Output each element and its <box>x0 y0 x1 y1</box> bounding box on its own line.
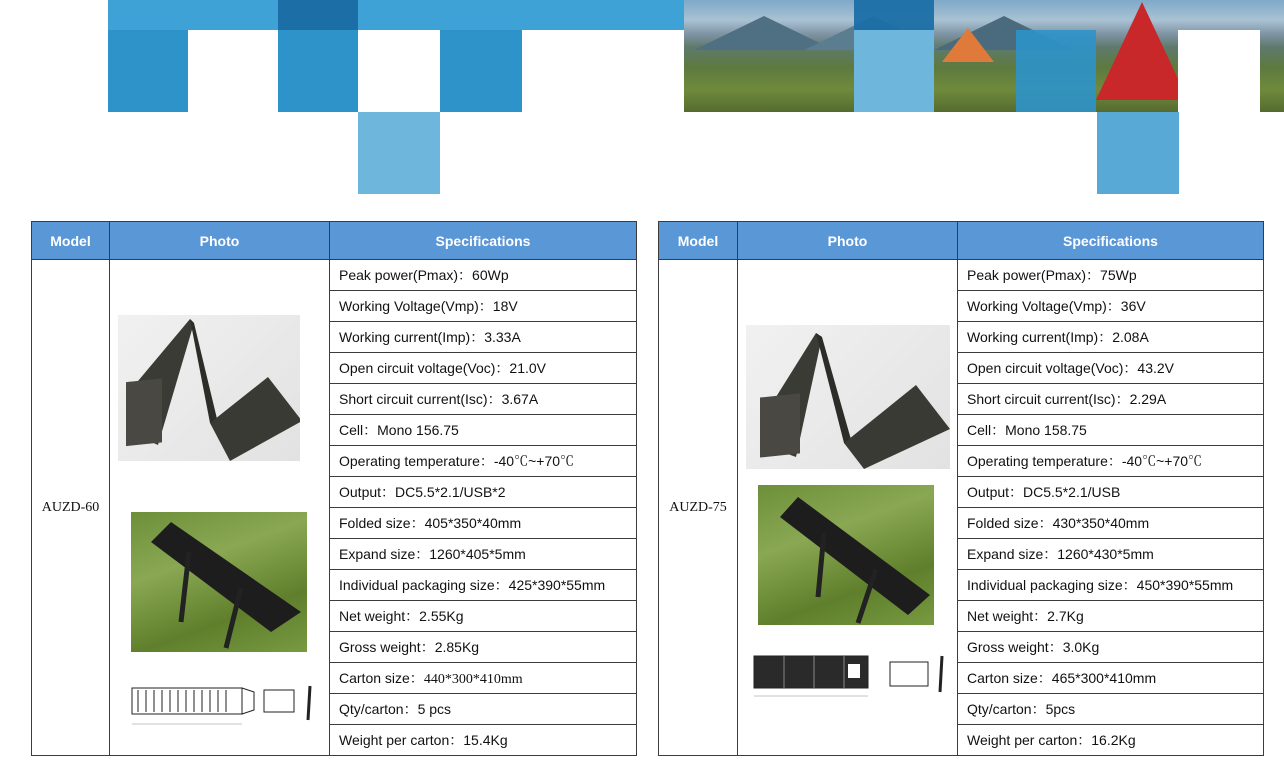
banner-tile <box>440 30 522 112</box>
banner-tile <box>602 0 684 30</box>
spec-peak-power: Peak power(Pmax)：75Wp <box>958 260 1264 291</box>
banner-tile <box>854 30 934 112</box>
spec-gross-weight: Gross weight：2.85Kg <box>330 632 637 663</box>
spec-qty-carton: Qty/carton：5 pcs <box>330 694 637 725</box>
banner-tile <box>358 112 440 194</box>
product-photos <box>738 260 958 756</box>
spec-operating-temperature: Operating temperature：-40℃~+70℃ <box>958 446 1264 477</box>
photo-header: Photo <box>738 222 958 260</box>
folded-panel-product-image <box>746 325 950 469</box>
photo-header: Photo <box>110 222 330 260</box>
model-header: Model <box>659 222 738 260</box>
spec-packaging-size: Individual packaging size：450*390*55mm <box>958 570 1264 601</box>
spec-working-current: Working current(Imp)：2.08A <box>958 322 1264 353</box>
spec-working-voltage: Working Voltage(Vmp)：18V <box>330 291 637 322</box>
banner-tile <box>440 0 522 30</box>
spec-operating-temperature: Operating temperature：-40℃~+70℃ <box>330 446 637 477</box>
table-header-row <box>659 222 1264 260</box>
orange-tent-icon <box>942 28 994 62</box>
spec-packaging-size: Individual packaging size：425*390*55mm <box>330 570 637 601</box>
carton-size-value: 440*300*410mm <box>423 672 523 687</box>
banner-tile <box>108 0 188 30</box>
spec-peak-power: Peak power(Pmax)：60Wp <box>330 260 637 291</box>
dimension-drawing <box>122 680 322 730</box>
spec-weight-per-carton: Weight per carton：16.2Kg <box>958 725 1264 756</box>
spec-open-circuit-voltage: Open circuit voltage(Voc)：21.0V <box>330 353 637 384</box>
table-row <box>659 260 1264 291</box>
banner-tile <box>522 0 602 30</box>
spec-expand-size: Expand size：1260*430*5mm <box>958 539 1264 570</box>
banner-tile <box>1016 30 1096 112</box>
spec-net-weight: Net weight：2.7Kg <box>958 601 1264 632</box>
dimension-drawing <box>750 652 950 702</box>
spec-open-circuit-voltage: Open circuit voltage(Voc)：43.2V <box>958 353 1264 384</box>
banner-tile <box>108 30 188 112</box>
spec-folded-size: Folded size：405*350*40mm <box>330 508 637 539</box>
spec-cell: Cell：Mono 156.75 <box>330 415 637 446</box>
red-tent-icon <box>1096 2 1188 100</box>
spec-short-circuit-current: Short circuit current(Isc)：2.29A <box>958 384 1264 415</box>
spec-carton-size: Carton size：465*300*410mm <box>958 663 1264 694</box>
spec-output: Output：DC5.5*2.1/USB*2 <box>330 477 637 508</box>
specifications-header: Specifications <box>958 222 1264 260</box>
outdoor-panel-photo <box>758 485 934 625</box>
banner-tile <box>1097 112 1179 194</box>
header-banner <box>0 0 1284 200</box>
spec-qty-carton: Qty/carton：5pcs <box>958 694 1264 725</box>
spec-working-current: Working current(Imp)：3.33A <box>330 322 637 353</box>
banner-tile <box>278 30 358 112</box>
spec-short-circuit-current: Short circuit current(Isc)：3.67A <box>330 384 637 415</box>
spec-table-auzd-75 <box>658 221 1264 756</box>
banner-tile <box>854 0 934 30</box>
folded-panel-product-image <box>118 315 300 461</box>
spec-weight-per-carton: Weight per carton：15.4Kg <box>330 725 637 756</box>
product-photos <box>110 260 330 756</box>
carton-size-label: Carton size： <box>339 670 424 686</box>
spec-net-weight: Net weight：2.55Kg <box>330 601 637 632</box>
spec-output: Output：DC5.5*2.1/USB <box>958 477 1264 508</box>
table-row <box>32 260 637 291</box>
model-name: AUZD-75 <box>659 260 738 756</box>
spec-expand-size: Expand size：1260*405*5mm <box>330 539 637 570</box>
model-name: AUZD-60 <box>32 260 110 756</box>
banner-tile <box>1178 30 1260 112</box>
banner-tile <box>188 0 278 30</box>
spec-gross-weight: Gross weight：3.0Kg <box>958 632 1264 663</box>
spec-table-auzd-60 <box>31 221 637 756</box>
banner-tile <box>278 0 358 30</box>
table-header-row <box>32 222 637 260</box>
specifications-header: Specifications <box>330 222 637 260</box>
spec-cell: Cell：Mono 158.75 <box>958 415 1264 446</box>
spec-folded-size: Folded size：430*350*40mm <box>958 508 1264 539</box>
spec-carton-size <box>330 663 637 694</box>
outdoor-panel-photo <box>131 512 307 652</box>
model-header: Model <box>32 222 110 260</box>
banner-tile <box>358 0 440 30</box>
spec-working-voltage: Working Voltage(Vmp)：36V <box>958 291 1264 322</box>
